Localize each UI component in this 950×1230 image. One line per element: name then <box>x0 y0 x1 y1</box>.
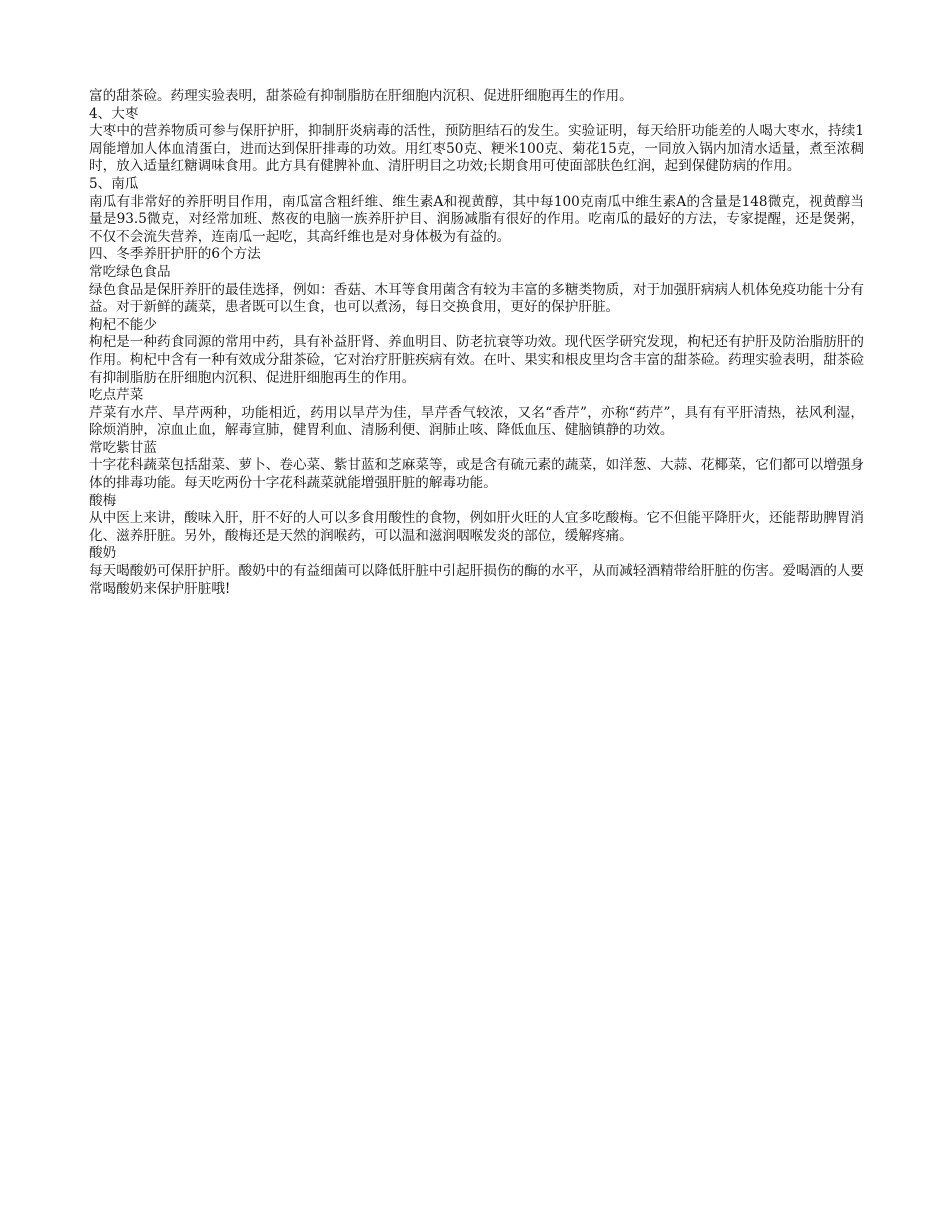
subheading-sour-plum: 酸梅 <box>89 492 117 509</box>
paragraph-goji: 枸杞是一种药食同源的常用中药，具有补益肝肾、养血明目、防老抗衰等功效。现代医学研究发现，枸杞还有护肝及防治脂肪肝的作用。枸杞中含有一种有效成分甜茶硷，它对治疗肝脏疾病有效。在叶、果实和根皮里均含丰富的甜茶硷。药理实验表明，甜茶硷有抑制脂肪在肝细胞内沉积、促进肝细胞再生的作用。 <box>89 334 864 386</box>
paragraph-continuation: 富的甜茶硷。药理实验表明，甜茶硷有抑制脂肪在肝细胞内沉积、促进肝细胞再生的作用。 <box>89 88 633 104</box>
paragraph-pumpkin: 南瓜有非常好的养肝明目作用，南瓜富含粗纤维、维生素A和视黄醇，其中每100克南瓜中维生素A的含量是148微克，视黄醇当量是93.5微克，对经常加班、熬夜的电脑一族养肝护目、润肠减脂有很好的作用。吃南瓜的最好的方法，专家提醒，还是煲粥，不仅不会流失营养，连南瓜一起吃，其高纤维也是对身体极为有益的。 <box>89 193 864 245</box>
paragraph-yogurt: 每天喝酸奶可保肝护肝。酸奶中的有益细菌可以降低肝脏中引起肝损伤的酶的水平，从而减轻酒精带给肝脏的伤害。爱喝酒的人要常喝酸奶来保护肝脏哦! <box>89 563 864 597</box>
subheading-celery: 吃点芹菜 <box>89 387 144 404</box>
section-heading-pumpkin: 5、南瓜 <box>89 175 139 192</box>
chapter-heading-winter-methods: 四、冬季养肝护肝的6个方法 <box>89 246 261 263</box>
document-body <box>89 88 864 598</box>
section-heading-dates: 4、大枣 <box>89 105 139 122</box>
subheading-yogurt: 酸奶 <box>89 545 117 562</box>
subheading-goji: 枸杞不能少 <box>89 316 157 333</box>
paragraph-sour-plum: 从中医上来讲，酸味入肝，肝不好的人可以多食用酸性的食物，例如肝火旺的人宜多吃酸梅。它不但能平降肝火，还能帮助脾胃消化、滋养肝脏。另外，酸梅还是天然的润喉药，可以温和滋润咽喉发炎的部位，缓解疼痛。 <box>89 510 864 544</box>
paragraph-celery: 芹菜有水芹、旱芹两种，功能相近，药用以旱芹为佳，旱芹香气较浓，又名“香芹”，亦称“药芹”，具有有平肝清热，祛风利湿，除烦消肿，凉血止血，解毒宣肺，健胃利血、清肠利便、润肺止咳、降低血压、健脑镇静的功效。 <box>89 404 864 439</box>
subheading-red-cabbage: 常吃紫甘蓝 <box>89 439 157 456</box>
paragraph-green-food: 绿色食品是保肝养肝的最佳选择，例如：香菇、木耳等食用菌含有较为丰富的多糖类物质，对于加强肝病病人机体免疫功能十分有益。对于新鲜的蔬菜，患者既可以生食，也可以煮汤，每日交换食用，更好的保护肝脏。 <box>89 281 864 316</box>
subheading-green-food: 常吃绿色食品 <box>89 263 171 280</box>
paragraph-dates: 大枣中的营养物质可参与保肝护肝，抑制肝炎病毒的活性，预防胆结石的发生。实验证明，每天给肝功能差的人喝大枣水，持续1周能增加人体血清蛋白，进而达到保肝排毒的功效。用红枣50克、粳米100克、菊花15克，一同放入锅内加清水适量，煮至浓稠时，放入适量红糖调味食用。此方具有健脾补血、清肝明目之功效;长期食用可使面部肤色红润，起到保健防病的作用。 <box>89 123 864 175</box>
paragraph-red-cabbage: 十字花科蔬菜包括甜菜、萝卜、卷心菜、紫甘蓝和芝麻菜等，或是含有硫元素的蔬菜，如洋葱、大蒜、花椰菜，它们都可以增强身体的排毒功能。每天吃两份十字花科蔬菜就能增强肝脏的解毒功能。 <box>89 457 864 492</box>
